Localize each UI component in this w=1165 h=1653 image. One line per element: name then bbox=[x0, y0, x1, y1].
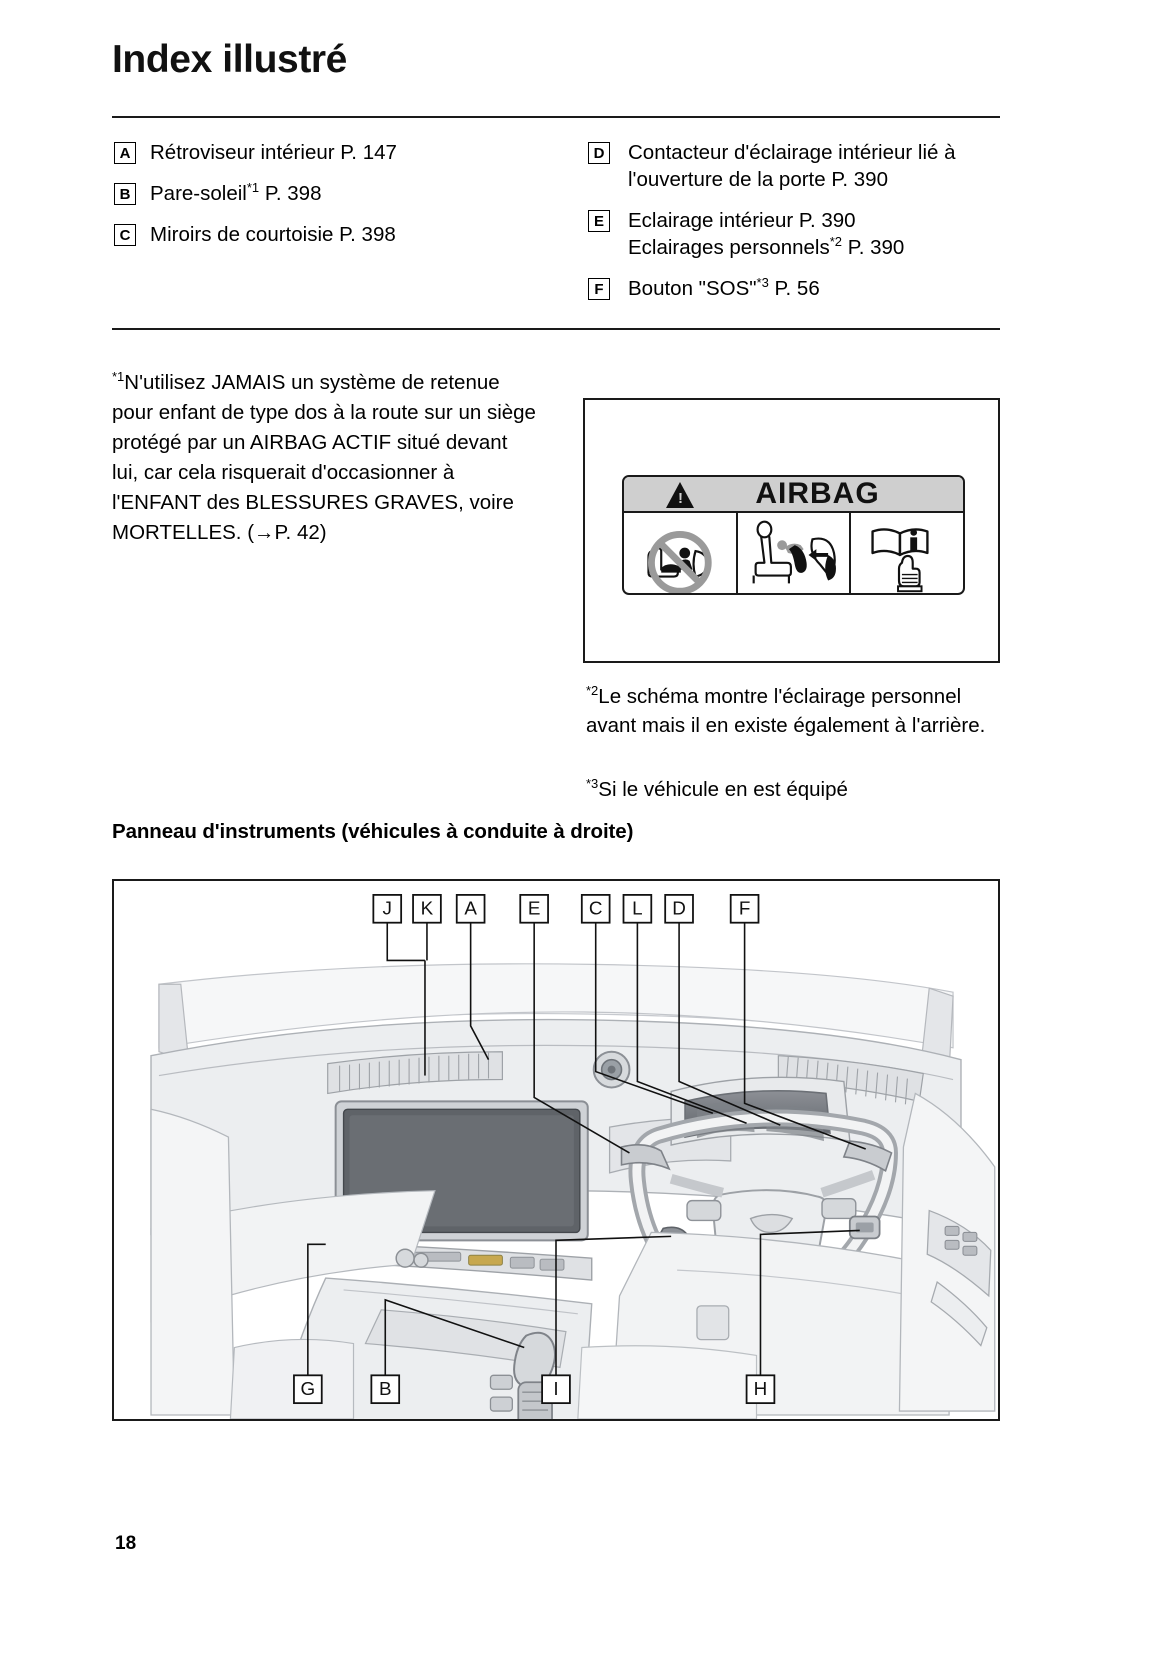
no-rear-facing-child-seat-icon bbox=[624, 513, 738, 594]
index-item-b[interactable] bbox=[114, 180, 574, 207]
index-item-c-label: Miroirs de courtoisie P. 398 bbox=[150, 223, 396, 246]
index-item-f-sup: *3 bbox=[756, 275, 769, 291]
footnote-2-text: Le schéma montre l'éclairage personnel avant mais il en existe également à l'arrière. bbox=[586, 685, 986, 737]
svg-text:E: E bbox=[527, 897, 541, 919]
index-item-f-page: P. 56 bbox=[768, 277, 820, 300]
airbag-label-pictograms bbox=[624, 513, 963, 594]
index-item-a[interactable] bbox=[114, 139, 574, 166]
badge-b: B bbox=[114, 183, 136, 205]
svg-text:B: B bbox=[378, 1378, 392, 1400]
index-item-b-sup: *1 bbox=[246, 180, 260, 196]
index-item-e-line1: Eclairage intérieur P. 390 bbox=[628, 209, 856, 232]
read-manual-icon bbox=[851, 513, 963, 594]
index-item-e-sup: *2 bbox=[829, 234, 842, 250]
badge-d: D bbox=[588, 142, 610, 164]
badge-a: A bbox=[114, 142, 136, 164]
footnote-3-text: Si le véhicule en est équipé bbox=[598, 778, 848, 801]
index-item-f-text: Bouton "SOS" bbox=[628, 277, 757, 300]
badge-e: E bbox=[588, 210, 610, 232]
divider-mid bbox=[112, 328, 1000, 330]
svg-text:I: I bbox=[553, 1378, 559, 1400]
svg-text:G: G bbox=[300, 1378, 316, 1400]
airbag-label bbox=[622, 475, 965, 595]
footnote-3-marker: *3 bbox=[586, 776, 599, 792]
footnote-3 bbox=[586, 775, 1000, 804]
airbag-deployment-hazard-icon bbox=[738, 513, 852, 594]
footnote-1-text: N'utilisez JAMAIS un système de retenue pour enfant de type dos à la route sur un siège protégé par un AIRBAG ACTIF situé devant lui, car cela risquerait d'occasionner à l'ENFANT des BLESSURES GRAVES, voire MORTELLES. (→P. 42) bbox=[112, 371, 536, 544]
index-item-d-line1: Contacteur d'éclairage intérieur lié à bbox=[628, 141, 956, 164]
warning-exclamation-icon: ! bbox=[678, 490, 683, 507]
divider-top bbox=[112, 116, 1000, 118]
footnote-1-marker: *1 bbox=[112, 369, 125, 385]
index-item-e-label bbox=[628, 207, 904, 261]
airbag-warning-figure bbox=[583, 398, 1000, 663]
index-item-b-text: Pare-soleil bbox=[150, 182, 247, 205]
airbag-label-word: AIRBAG bbox=[755, 477, 880, 510]
svg-text:C: C bbox=[588, 897, 603, 919]
index-item-e-page: P. 390 bbox=[842, 236, 905, 259]
index-item-d-label bbox=[628, 139, 956, 193]
index-item-b-page: P. 398 bbox=[259, 182, 322, 205]
svg-text:K: K bbox=[420, 897, 434, 919]
footnote-2-marker: *2 bbox=[586, 683, 599, 699]
dashboard-figure bbox=[112, 879, 1000, 1421]
index-item-e-line2 bbox=[628, 234, 904, 261]
index-item-d-line2: l'ouverture de la porte P. 390 bbox=[628, 168, 888, 191]
index-item-f[interactable] bbox=[588, 275, 1008, 302]
page-title: Index illustré bbox=[112, 38, 347, 81]
index-item-b-label bbox=[150, 180, 321, 207]
svg-text:D: D bbox=[672, 897, 686, 919]
badge-f: F bbox=[588, 278, 610, 300]
page-number: 18 bbox=[115, 1533, 137, 1554]
svg-text:J: J bbox=[382, 897, 392, 919]
airbag-label-header bbox=[624, 477, 963, 513]
dashboard-illustration bbox=[114, 881, 998, 1419]
svg-text:F: F bbox=[738, 897, 751, 919]
index-item-c[interactable] bbox=[114, 221, 574, 248]
footnote-2 bbox=[586, 682, 1000, 740]
section-heading-dashboard: Panneau d'instruments (véhicules à conduite à droite) bbox=[112, 820, 634, 843]
start-button bbox=[850, 1217, 880, 1239]
svg-text:H: H bbox=[753, 1378, 768, 1400]
index-list-left bbox=[114, 139, 574, 262]
svg-text:L: L bbox=[632, 897, 643, 919]
index-item-f-label bbox=[628, 275, 820, 302]
index-item-d[interactable] bbox=[588, 139, 1008, 193]
index-item-e[interactable] bbox=[588, 207, 1008, 261]
footnote-1 bbox=[112, 368, 537, 548]
svg-text:A: A bbox=[464, 897, 477, 919]
index-list-right bbox=[588, 139, 1008, 316]
index-item-e-line2-text: Eclairages personnels bbox=[628, 236, 830, 259]
badge-c: C bbox=[114, 224, 136, 246]
index-item-a-label: Rétroviseur intérieur P. 147 bbox=[150, 141, 397, 164]
